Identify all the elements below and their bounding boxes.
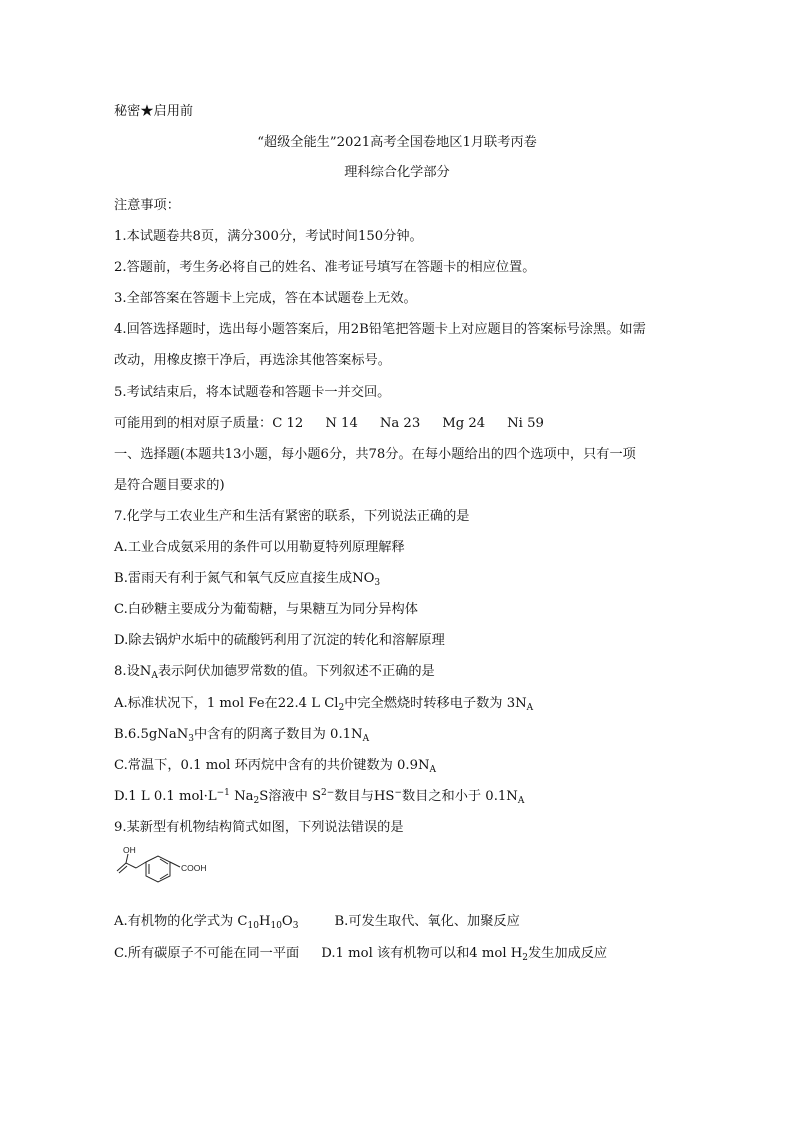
notes-heading: 注意事项： (114, 198, 180, 213)
q7-option-b: B.雷雨天有利于氮气和氧气反应直接生成$NO_3$ (114, 571, 381, 588)
exam-subtitle: 理科综合化学部分 (344, 165, 450, 180)
oh-bond (126, 854, 128, 863)
atomic-mass-label: 可能用到的相对原子质量： (114, 416, 273, 431)
note-item: 4.回答选择题时，选出每小题答案后，用2B铅笔把答题卡上对应题目的答案标号涂黑。如需 (114, 322, 646, 337)
note-item: 改动，用橡皮擦干净后，再选涂其他答案标号。 (114, 353, 391, 368)
atomic-mass-value: Mg 24 (442, 416, 486, 431)
q9-option-d: D.1 mol 该有机物可以和4 mol $H_2$发生加成反应 (321, 946, 608, 963)
atomic-mass-value: N 14 (325, 416, 358, 431)
carbinol-bond (126, 863, 136, 868)
q9-option-a: A.有机物的化学式为 $C_{10}H_{10}O_3$ (114, 914, 299, 931)
atomic-mass-value: Ni 59 (507, 416, 544, 431)
section-heading-cont: 是符合题目要求的) (114, 478, 225, 493)
structure-figure (114, 844, 224, 900)
vinyl-double-bond (119, 866, 127, 873)
ring-double-bond (160, 859, 168, 864)
note-item: 3.全部答案在答题卡上完成，答在本试题卷上无效。 (114, 291, 417, 306)
q9-option-b: B.可发生取代、氧化、加聚反应 (334, 914, 520, 929)
q8-option-d: D.1 L 0.1 $mol\cdot L^{-1}$ $Na_2S$溶液中 $S^{2-}$数目与HS−数目之和小于 $0.1N_A$ (114, 788, 525, 806)
q9-options-ab (114, 913, 520, 931)
q7-option-d: D.除去锅炉水垢中的硫酸钙利用了沉淀的转化和溶解原理 (114, 633, 445, 648)
secret-label: 秘密★启用前 (114, 104, 194, 119)
atomic-mass-value: Na 23 (379, 416, 421, 431)
benzene-ring (146, 856, 170, 882)
atomic-mass-value: C 12 (272, 416, 304, 431)
cooh-bond (170, 862, 180, 867)
exam-title: “超级全能生”2021高考全国卷地区1月联考丙卷 (257, 135, 537, 150)
note-item: 1.本试题卷共8页，满分300分，考试时间150分钟。 (114, 229, 423, 244)
ring-link-bond (136, 862, 146, 868)
section-heading: 一、选择题(本题共13小题，每小题6分，共78分。在每小题给出的四个选项中，只有一项 (114, 447, 636, 462)
atomic-mass-line (114, 415, 544, 433)
q8-stem: 8.设$N_A$表示阿伏加德罗常数的值。下列叙述不正确的是 (114, 664, 435, 681)
ring-double-bond (160, 874, 168, 879)
note-item: 2.答题前，考生务必将自己的姓名、准考证号填写在答题卡的相应位置。 (114, 260, 536, 275)
q8-option-b: B.6.5gNaN$_3$中含有的阴离子数目为 $0.1N_A$ (114, 727, 370, 744)
q8-option-a: A.标准状况下，1 mol Fe在22.4 L $Cl_2$中完全燃烧时转移电子数为 $3N_A$ (114, 696, 534, 713)
q9-options-cd (114, 945, 607, 963)
q9-option-c: C.所有碳原子不可能在同一平面 (114, 946, 300, 961)
q8-option-c: C.常温下，0.1 mol 环丙烷中含有的共价键数为 $0.9N_A$ (114, 758, 437, 775)
note-item: 5.考试结束后，将本试题卷和答题卡一并交回。 (114, 385, 391, 400)
vinyl-bond (117, 863, 126, 871)
q7-stem: 7.化学与工农业生产和生活有紧密的联系，下列说法正确的是 (114, 509, 470, 524)
q9-stem: 9.某新型有机物结构简式如图，下列说法错误的是 (114, 820, 404, 835)
oh-label: OH (123, 845, 136, 855)
cooh-label: COOH (181, 863, 207, 873)
molecule-svg (114, 844, 224, 900)
q7-option-c: C.白砂糖主要成分为葡萄糖，与果糖互为同分异构体 (114, 602, 418, 617)
q7-option-a: A.工业合成氨采用的条件可以用勒夏特列原理解释 (114, 540, 405, 555)
